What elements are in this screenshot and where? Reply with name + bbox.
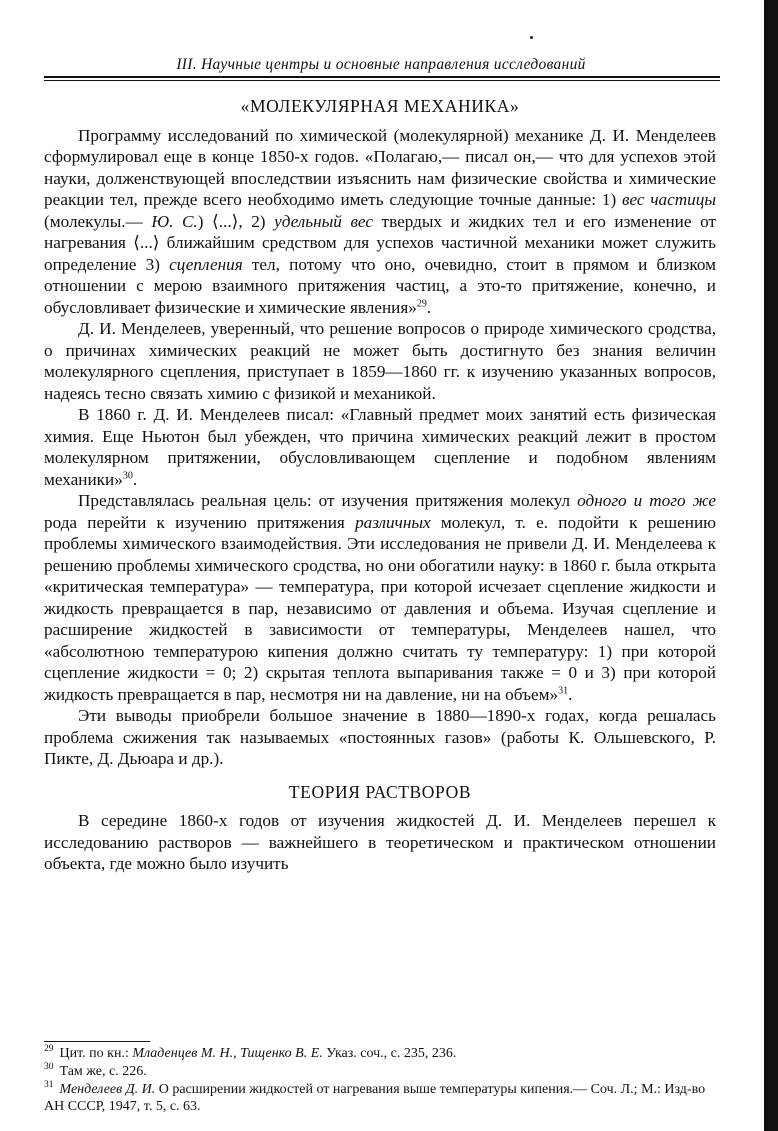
- text-run: молекул, т. е. подойти к решению проблемы химического взаимодействия. Эти исследования не привели Д. И. Менделеева к решению проблемы химического сродства, но они обогатили науку: в 1860 г. была открыта «критическая температура» — температура, при которой исчезает сцепление жидкости и жидкость превращается в пар, независимо от давления и объема. Изучая сцепление и расширение жидкостей в зависимости от температуры, Менделеев нашел, что «абсолютною температурою кипения должно считать ту температуру: 1) при которой сцепление жидкости = 0; 2) скрытая теплота выпаривания также = 0 и 3) при которой жидкость превращается в пар, несмотря ни на давление, ни на объем»: [44, 512, 716, 704]
- italic-run: Младенцев М. Н., Тищенко В. Е.: [132, 1046, 323, 1061]
- header-rule-thin: [44, 80, 720, 81]
- footnote-30: [44, 1063, 716, 1080]
- print-speck: [530, 36, 533, 39]
- text-run: рода перейти к изучению притяжения: [44, 512, 356, 532]
- italic-run: вес частицы: [622, 190, 716, 209]
- italic-run: удельный вес: [274, 211, 373, 231]
- paragraph-3: [44, 404, 716, 490]
- text-run: .: [426, 297, 432, 317]
- footnote-31: [44, 1081, 716, 1115]
- italic-run: одного и того же: [577, 491, 716, 510]
- paragraph-6: В середине 1860-х годов от изучения жидкостей Д. И. Менделеев перешел к исследованию растворов — важнейшего в теоретическом и практическом отношении объекта, где можно было изучить: [44, 811, 716, 873]
- italic-run: Ю. С.: [151, 211, 198, 231]
- text-run: ) ⟨...⟩, 2): [197, 211, 275, 231]
- text-run: твердых и жидких тел и его изменение от нагревания ⟨...⟩ ближайшим средством для успехов частичной механики может служить определение 3): [44, 211, 716, 274]
- italic-run: различных: [355, 512, 431, 532]
- footnote-rule: [44, 1041, 150, 1042]
- text-run: .: [132, 469, 138, 489]
- footnote-number: 29: [44, 1044, 54, 1055]
- footnote-ref-31[interactable]: 31: [558, 684, 569, 696]
- footnotes: [44, 1045, 716, 1116]
- scan-edge-shadow: [764, 0, 778, 1131]
- text-run: Программу исследований по химической (молекулярной) механике Д. И. Менделеев сформулировал еще в конце 1850-х годов. «Полагаю,— писал он,— что для успехов этой науки, долженствующей впоследствии изъяснить нам физические свойства и химические реакции тел, прежде всего необходимо иметь следующие точные данные: 1): [44, 125, 716, 209]
- running-head: III. Научные центры и основные направления исследований: [176, 56, 586, 73]
- body-text: [44, 96, 716, 875]
- text-run: (молекулы.—: [44, 211, 152, 231]
- paragraph-1: [44, 125, 716, 319]
- paragraph-4: [44, 490, 716, 705]
- section-title-molecular-mechanics: «МОЛЕКУЛЯРНАЯ МЕХАНИКА»: [240, 96, 520, 116]
- footnote-ref-29[interactable]: 29: [416, 297, 427, 309]
- text-run: Представлялась реальная цель: от изучения притяжения молекул: [78, 491, 578, 510]
- text-run: Цит. по кн.:: [59, 1046, 133, 1061]
- footnote-number: 30: [44, 1062, 54, 1073]
- text-run: тел, потому что оно, очевидно, стоит в прямом и близком отношении с мерою взаимного притяжения частиц, а это-то притяжение, конечно, и обусловливает физические и химические явления»: [44, 254, 716, 317]
- text-run: В 1860 г. Д. И. Менделеев писал: «Главный предмет моих занятий есть физическая химия. Еще Ньютон был убежден, что причина химических реакций лежит в простом молекулярном притяжении, обусловливающем сцепление и подобном явлениям механики»: [44, 405, 716, 489]
- text-run: Там же, с. 226.: [59, 1064, 147, 1079]
- footnote-number: 31: [44, 1080, 54, 1091]
- paragraph-2: Д. И. Менделеев, уверенный, что решение вопросов о природе химического сродства, о причинах химических реакций не может быть достигнуто без знания величин молекулярного сцепления, приступает в 1859—1860 гг. к изучению указанных вопросов, надеясь тесно связать химию с физикой и механикой.: [44, 319, 716, 403]
- text-run: .: [568, 684, 573, 704]
- footnote-ref-30[interactable]: 30: [122, 469, 133, 481]
- text-run: О расширении жидкостей от нагревания выше температуры кипения.— Соч. Л.; М.: Изд-во АН СССР, 1947, т. 5, с. 63.: [44, 1082, 706, 1114]
- italic-run: сцепления: [169, 254, 243, 274]
- section-title-solution-theory: ТЕОРИЯ РАСТВОРОВ: [288, 781, 472, 802]
- italic-run: Менделеев Д. И.: [59, 1082, 156, 1097]
- paragraph-5: Эти выводы приобрели большое значение в 1880—1890-х годах, когда решалась проблема сжижения так называемых «постоянных газов» (работы К. Ольшевского, Р. Пикте, Д. Дьюара и др.).: [44, 706, 716, 768]
- footnote-29: [44, 1045, 716, 1062]
- header-rule: [44, 76, 720, 78]
- text-run: Указ. соч., с. 235, 236.: [322, 1046, 457, 1061]
